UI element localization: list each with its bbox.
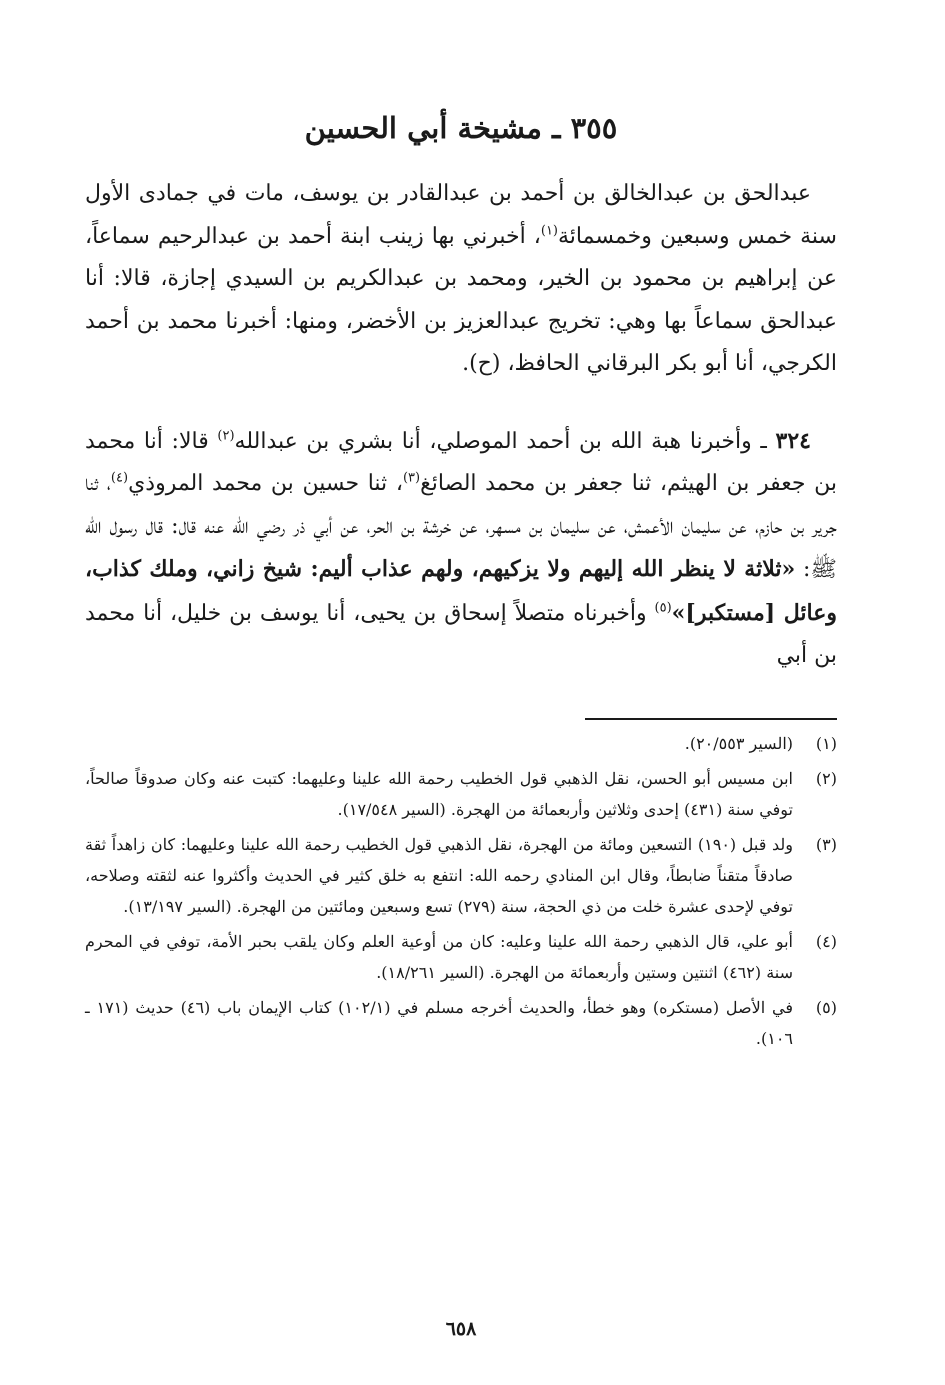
footnote-4 — [85, 926, 837, 988]
paragraph-2 — [85, 420, 837, 678]
footnote-2 — [85, 763, 837, 825]
footnote-number: (٥) — [815, 997, 837, 1017]
paragraph-2-text-b: قالا: أنا محمد بن جعفر بن الهيثم، ثنا جعفر بن محمد الصائغ — [85, 428, 838, 496]
footnotes — [85, 728, 837, 1054]
hadith-text: «ثلاثة لا ينظر الله إليهم ولا يزكيهم، ولهم عذاب أليم: شيخ زاني، وملك كذاب، وعائل [مستكبر]» — [85, 556, 837, 626]
footnote-text: (السير ٢٠/٥٥٣). — [684, 733, 793, 753]
footnote-ref-2: (٢) — [217, 428, 235, 444]
footnote-number: (٤) — [815, 931, 837, 951]
footnote-ref-4: (٤) — [110, 470, 129, 486]
page-number: ٦٥٨ — [445, 1318, 477, 1340]
page-title: ٣٥٥ ـ مشيخة أبي الحسين — [304, 111, 618, 145]
footnote-divider — [585, 718, 837, 720]
footnote-1 — [85, 728, 837, 759]
footnote-number: (٢) — [815, 768, 837, 788]
paragraph-2-text-a: ـ وأخبرنا هبة الله بن أحمد الموصلي، أنا بشري بن عبدالله — [234, 428, 776, 454]
document-page — [85, 100, 837, 1340]
hadith-number: ٣٢٤ — [775, 427, 811, 454]
paragraph-1 — [85, 173, 837, 386]
footnote-text: في الأصل (مستكره) وهو خطأ، والحديث أخرجه مسلم في (١٠٢/١) كتاب الإيمان باب (٤٦) حديث (١٧١ ـ ١٠٦). — [85, 997, 793, 1048]
paragraph-2-text-d: ، ثنا جرير بن حازم، عن سليمان الأعمش، عن سليمان بن مسهر، عن خرشة بن الحر، عن أبي ذر رضي الله عنه قال: قال رسول الله ﷺ: — [85, 471, 837, 582]
footnote-number: (١) — [815, 733, 837, 753]
footnote-5 — [85, 992, 837, 1054]
footnote-ref-5: (٥) — [654, 600, 672, 616]
footnote-3 — [85, 829, 837, 922]
paragraph-2-text-e: وأخبرناه متصلاً إسحاق بن يحيى، أنا يوسف بن خليل، أنا محمد بن أبي — [85, 600, 837, 668]
footnote-text: ابن مسيس أبو الحسن، نقل الذهبي قول الخطيب رحمة الله علينا وعليهما: كتبت عنه وكان صدوقاً صالحاً، توفي سنة (٤٣١) إحدى وثلاثين وأربعمائة من الهجرة. (السير ١٧/٥٤٨). — [85, 768, 793, 819]
footnote-text: أبو علي، قال الذهبي رحمة الله علينا وعليه: كان من أوعية العلم وكان يلقب بحبر الأمة، توفي في المحرم سنة (٤٦٢) اثنتين وستين وأربعمائة من الهجرة. (السير ١٨/٢٦١). — [85, 931, 793, 982]
footnote-text: ولد قبل (١٩٠) التسعين ومائة من الهجرة، نقل الذهبي قول الخطيب رحمة الله علينا وعليهما: كان زاهداً ثقة صادقاً متقناً ضابطاً، وقال ابن المنادي رحمه الله: انتفع به خلق كثير في الحديث وأكثروا عنه لثقته وصلاحه، توفي لإحدى عشرة خلت من ذي الحجة، سنة (٢٧٩) تسع وسبعين ومائتين من الهجرة. (السير ١٣/١٩٧). — [85, 834, 793, 916]
paragraph-1-text-cont: ، أخبرني بها زينب ابنة أحمد بن عبدالرحيم سماعاً، عن إبراهيم بن محمود بن الخير، ومحمد بن عبدالكريم بن السيدي إجازة، قالا: أنا عبدالحق سماعاً بها وهي: تخريج عبدالعزيز بن الأخضر، ومنها: أخبرنا محمد بن أحمد الكرجي، أنا أبو بكر البرقاني الحافظ، (ح). — [85, 223, 837, 376]
footnote-number: (٣) — [815, 834, 837, 854]
paragraph-1-text: عبدالحق بن عبدالخالق بن أحمد بن عبدالقادر بن يوسف، مات في جمادى الأول سنة خمس وسبعين وخمسمائة — [85, 181, 837, 249]
paragraph-2-text-c: ، ثنا حسين بن محمد المروذي — [128, 471, 403, 496]
footnote-ref-3: (٣) — [402, 470, 421, 486]
footnote-ref-1: (١) — [540, 223, 558, 239]
